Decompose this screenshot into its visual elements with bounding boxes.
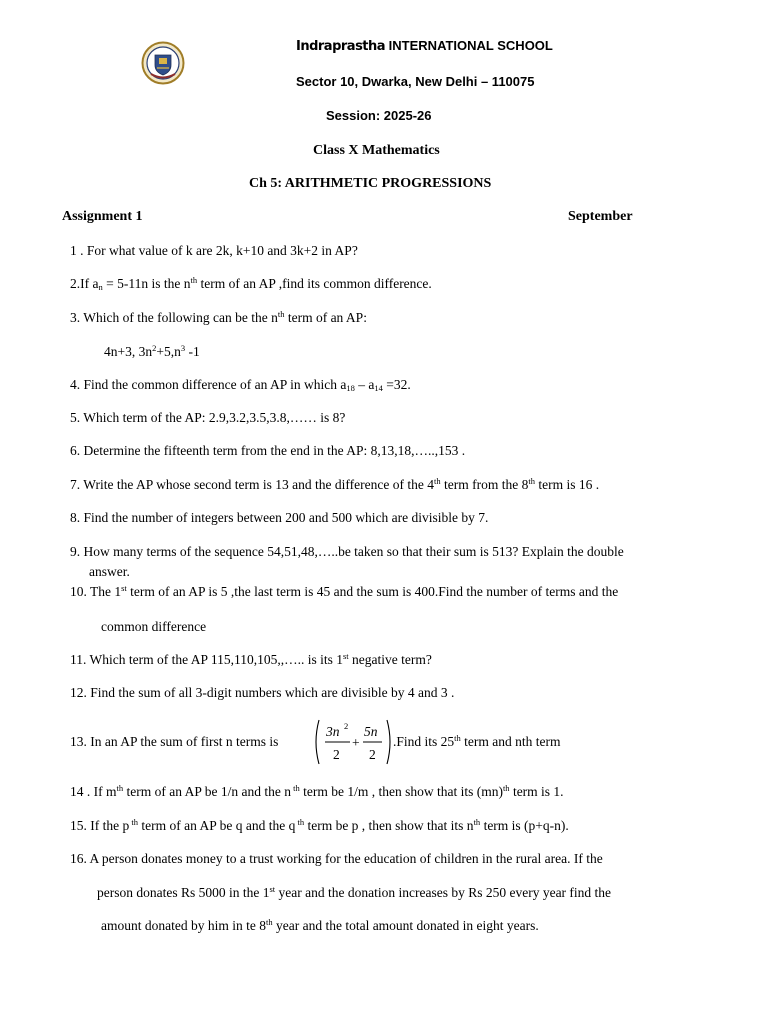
question-3: [70, 310, 367, 326]
q3-opts-sup1: 2: [152, 343, 157, 353]
q13-frac1-num: 3n: [326, 724, 340, 739]
school-name-stylized: Indraprastha: [296, 39, 386, 54]
school-address: Sector 10, Dwarka, New Delhi – 110075: [296, 74, 535, 89]
q13-text-c: term and nth term: [460, 734, 561, 749]
q13-frac2-num: 5n: [364, 724, 378, 739]
q7-text-c: term is 16 .: [534, 477, 600, 492]
q16-line2-a: person donates Rs 5000 in the 1: [97, 885, 270, 900]
q15-text-d: term is (p+q-n).: [480, 818, 569, 833]
q3-opts-a: 4n+3, 3n: [104, 344, 153, 359]
q10-sup: st: [121, 583, 127, 593]
q11-text-a: 11. Which term of the AP 115,110,105,,….. is its 1: [70, 652, 343, 667]
q2-sub: n: [98, 282, 103, 292]
question-16-line-1: 16. A person donates money to a trust working for the education of children in the rural area. If the: [70, 851, 603, 866]
q10-text-a: 10. The 1: [70, 584, 122, 599]
q16-line3-sup: th: [265, 917, 273, 927]
q13-frac1-den: 2: [333, 747, 340, 762]
q13-text-b: .Find its 25: [393, 734, 455, 749]
q3-text-a: 3. Which of the following can be the n: [70, 310, 278, 325]
question-6: 6. Determine the fifteenth term from the end in the AP: 8,13,18,…..,153 .: [70, 443, 466, 458]
session: Session: 2025-26: [326, 108, 432, 123]
q4-text-b: – a: [354, 377, 375, 392]
question-5: 5. Which term of the AP: 2.9,3.2,3.5,3.8,…… is 8?: [70, 410, 346, 425]
q15-text-a: 15. If the p: [70, 818, 130, 833]
question-11: [70, 652, 432, 668]
q16-line3-b: year and the total amount donated in eight years.: [272, 918, 539, 933]
q7-sup1: th: [434, 476, 441, 486]
q14-sup2: th: [290, 783, 300, 793]
q11-text-b: negative term?: [348, 652, 432, 667]
class-subject: Class X Mathematics: [313, 143, 440, 158]
school-name-rest: INTERNATIONAL SCHOOL: [385, 38, 553, 53]
question-15: [70, 818, 569, 834]
question-13-text-b: [393, 734, 561, 750]
q4-text-c: =32.: [382, 377, 411, 392]
question-10: [70, 584, 618, 600]
question-16-line-2: [97, 885, 611, 901]
q15-text-b: term of an AP be q and the q: [137, 818, 296, 833]
question-3-options: [104, 344, 200, 360]
question-1: 1 . For what value of k are 2k, k+10 and 3k+2 in AP?: [70, 243, 358, 258]
q15-text-c: term be p , then show that its n: [304, 818, 474, 833]
question-2: [70, 276, 432, 292]
question-12: 12. Find the sum of all 3-digit numbers which are divisible by 4 and 3 .: [70, 685, 455, 700]
question-10-line-2: common difference: [101, 619, 207, 634]
q13-frac2-den: 2: [369, 747, 376, 762]
q4-text-a: 4. Find the common difference of an AP in which a: [70, 377, 347, 392]
q3-opts-b: +5,n: [156, 344, 181, 359]
question-4: [70, 377, 411, 393]
q14-text-d: term is 1.: [509, 784, 564, 799]
question-14: [70, 784, 564, 800]
q15-sup2: th: [295, 817, 305, 827]
q2-text-b: = 5-11n is the n: [102, 276, 191, 291]
q11-sup: st: [343, 651, 349, 661]
q3-sup: th: [277, 309, 285, 319]
q16-line3-a: amount donated by him in te 8: [101, 918, 266, 933]
question-7: [70, 477, 599, 493]
question-13-text-a: 13. In an AP the sum of first n terms is: [70, 734, 279, 749]
chapter-title: Ch 5: ARITHMETIC PROGRESSIONS: [249, 176, 492, 191]
q2-text-a: 2.If a: [70, 276, 99, 291]
q7-text-a: 7. Write the AP whose second term is 13 and the difference of the 4: [70, 477, 434, 492]
q7-sup2: th: [528, 476, 535, 486]
q14-sup3: th: [502, 783, 510, 793]
question-9-line-1: 9. How many terms of the sequence 54,51,48,…..be taken so that their sum is 513? Explain the double: [70, 544, 624, 559]
q2-text-c: term of an AP ,find its common difference.: [197, 276, 432, 291]
q13-frac1-num-sup: 2: [344, 721, 349, 731]
q13-plus: +: [352, 735, 360, 750]
q16-line2-sup: st: [269, 884, 276, 894]
q14-text-a: 14 . If m: [70, 784, 117, 799]
question-16-line-3: [101, 918, 539, 934]
q14-text-b: term of an AP be 1/n and the n: [123, 784, 291, 799]
q2-sup: th: [190, 275, 198, 285]
q3-opts-c: -1: [185, 344, 200, 359]
q4-sub1: 18: [346, 383, 355, 393]
school-name: [296, 38, 553, 54]
q3-opts-sup2: 3: [180, 343, 186, 353]
question-8: 8. Find the number of integers between 200 and 500 which are divisible by 7.: [70, 510, 489, 525]
q14-sup1: th: [116, 783, 124, 793]
q3-text-b: term of an AP:: [284, 310, 367, 325]
q14-text-c: term be 1/m , then show that its (mn): [299, 784, 503, 799]
q4-sub2: 14: [374, 383, 383, 393]
q13-fraction-expression: [311, 717, 395, 767]
q16-line2-b: year and the donation increases by Rs 250 every year find the: [275, 885, 612, 900]
question-9-line-2: answer.: [89, 564, 130, 579]
month-label: September: [568, 209, 633, 224]
q13-sup: th: [454, 733, 461, 743]
q15-sup1: th: [129, 817, 138, 827]
q15-sup3: th: [473, 817, 481, 827]
school-crest-logo: [141, 41, 185, 85]
assignment-label: Assignment 1: [62, 209, 143, 224]
q10-text-b: term of an AP is 5 ,the last term is 45 and the sum is 400.Find the number of terms and the: [126, 584, 619, 599]
q7-text-b: term from the 8: [440, 477, 529, 492]
